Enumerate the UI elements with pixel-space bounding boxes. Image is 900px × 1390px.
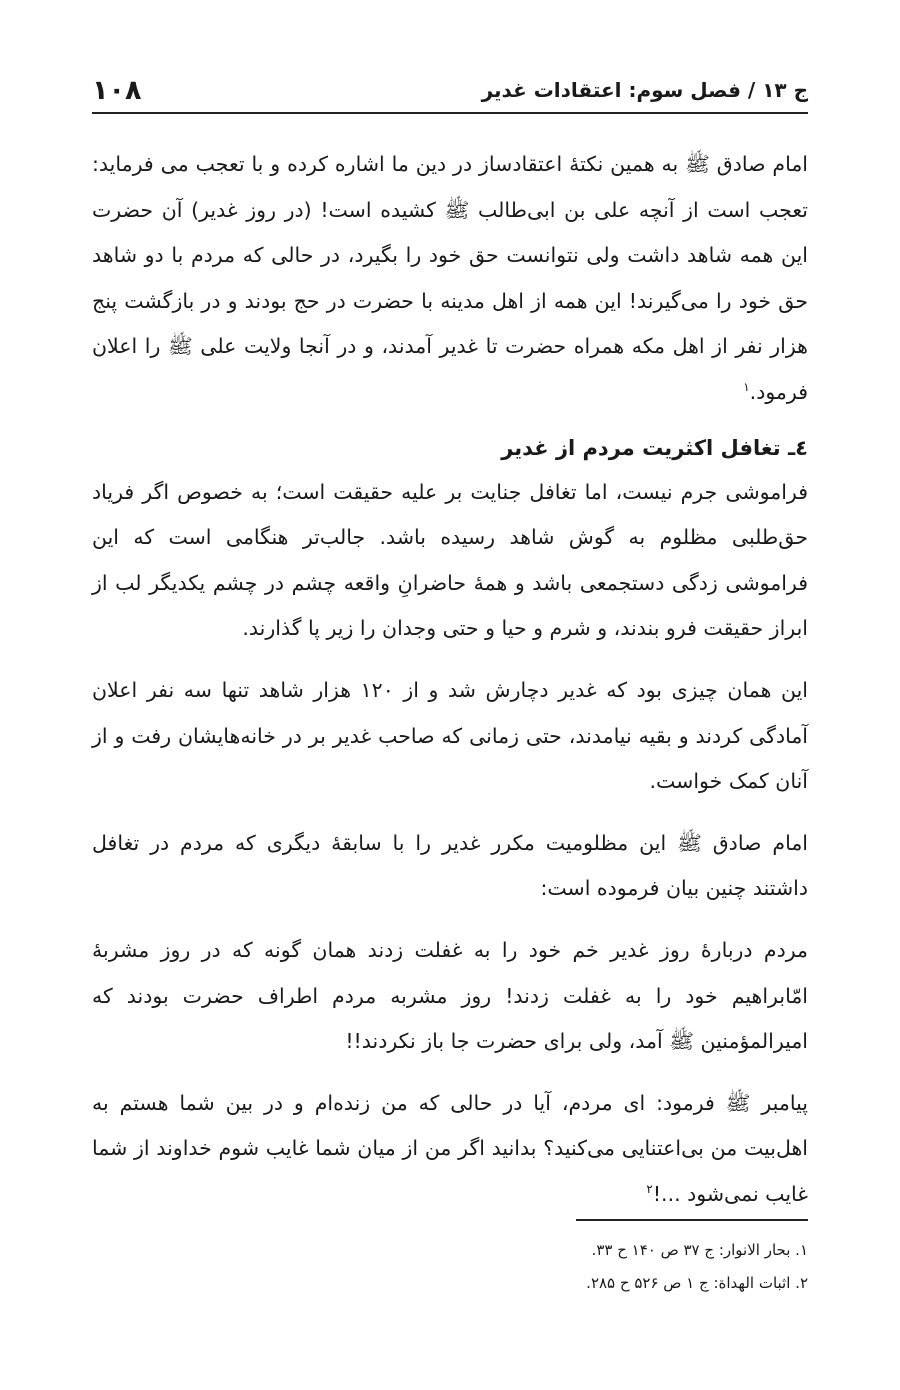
section-heading: ٤ـ تغافل اکثریت مردم از غدیر	[501, 435, 808, 460]
page-body	[92, 142, 808, 1217]
footnote-2: ۲. اثبات الهداة: ج ۱ ص ۵۲۶ ح ۲۸۵.	[586, 1274, 808, 1292]
footnote-divider	[576, 1219, 808, 1221]
footnotes	[92, 1234, 808, 1300]
footnote-1: ۱. بحار الانوار: ج ۳۷ ص ۱۴۰ ح ۳۳.	[591, 1241, 808, 1259]
paragraph-6	[92, 1081, 808, 1218]
book-page	[92, 0, 808, 1390]
paragraph-1	[92, 142, 808, 416]
paragraph-5: مردم دربارهٔ روز غدیر خم خود را به غفلت زدند همان گونه که در روز مشربهٔ امّابراهیم خود را به غفلت زدند! روز مشربه مردم اطراف حضرت بودند که امیرالمؤمنین ﷺ آمد، ولی برای حضرت جا باز نکردند!!	[92, 937, 808, 1054]
paragraph-2: فراموشی جرم نیست، اما تغافل جنایت بر علیه حقیقت است؛ به خصوص اگر فریاد حق‌طلبی مظلوم به گوش شاهد رسیده باشد. جالب‌تر هنگامی است که این فراموشی زدگی دستجمعی باشد و همهٔ حاضرانِ واقعه چشم در چشم یکدیگر لب از ابراز حقیقت فرو بندند، و شرم و حیا و حتی وجدان را زیر پا گذارند.	[92, 479, 808, 641]
running-head: ج ۱۳ / فصل سوم: اعتقادات غدیر	[481, 78, 808, 102]
paragraph-6-text: پیامبر ﷺ فرمود: ای مردم، آیا در حالی که من زنده‌ام و در بین شما هستم به اهل‌بیت من بی‌اعتنایی می‌کنید؟ بدانید اگر من از میان شما غایب شوم خداوند از شما غایب نمی‌شود ...!	[92, 1090, 808, 1206]
page-header	[92, 68, 808, 114]
page-number: ۱۰۸	[92, 74, 142, 106]
footnote-ref-1: ۱	[743, 380, 750, 395]
footnote-ref-2: ۲	[646, 1182, 653, 1197]
paragraph-4: امام صادق ﷺ این مظلومیت مکرر غدیر را با سابقهٔ دیگری که مردم در تغافل داشتند چنین بیان فرموده است:	[92, 830, 808, 901]
paragraph-3: این همان چیزی بود که غدیر دچارش شد و از ۱۲۰ هزار شاهد تنها سه نفر اعلان آمادگی کردند و بقیه نیامدند، حتی زمانی که صاحب غدیر بر در خانه‌هایشان رفت و از آنان کمک خواست.	[92, 677, 808, 794]
paragraph-1-text: امام صادق ﷺ به همین نکتهٔ اعتقادساز در دین ما اشاره کرده و با تعجب می فرماید: تعجب است از آنچه علی بن ابی‌طالب ﷺ کشیده است! (در روز غدیر) آن حضرت این همه شاهد داشت ولی نتوانست حق خود را بگیرد، در حالی که مردم با دو شاهد حق خود را می‌گیرند! این همه از اهل مدینه با حضرت در حج بودند و در بازگشت پنج هزار نفر از اهل مکه همراه حضرت تا غدیر آمدند، و در آنجا ولایت علی ﷺ را اعلان فرمود.	[92, 152, 808, 404]
